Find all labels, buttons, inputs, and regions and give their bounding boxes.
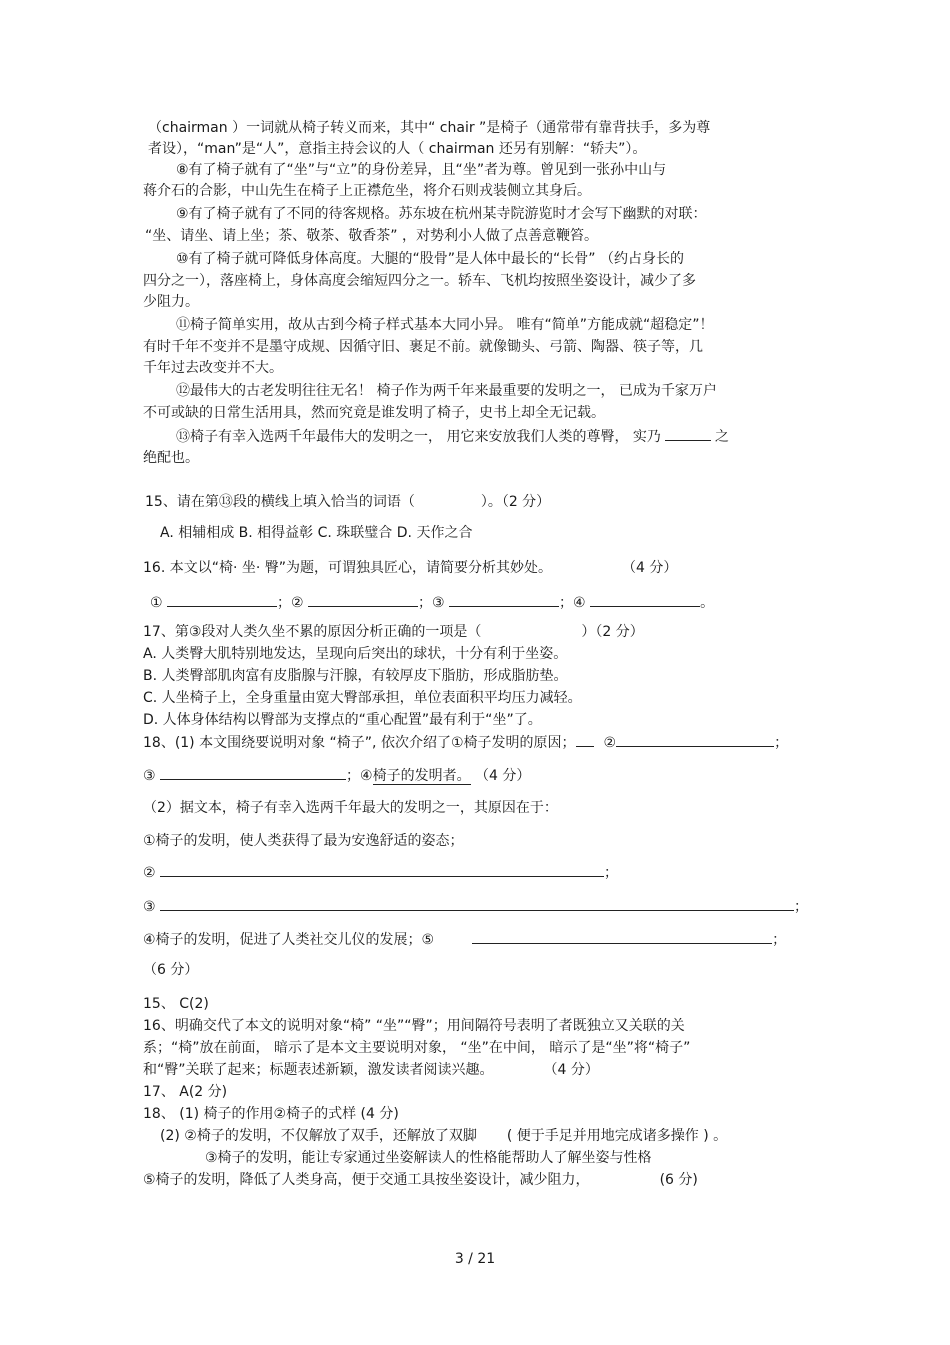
question-16-text: 16. 本文以“椅· 坐· 臀”为题，可谓独具匠心，请简要分析其妙处。: [143, 560, 553, 576]
answer-16-line: [143, 1060, 599, 1080]
blank-2[interactable]: [308, 592, 418, 607]
question-16: [143, 558, 677, 578]
end: ；: [604, 865, 619, 881]
paragraph-9: ⑨有了椅子就有了不同的待客规格。苏东坡在杭州某寺院游览时才会写下幽默的对联：: [176, 206, 707, 222]
question-17-text: 17、第③段对人类久坐不累的原因分析正确的一项是（: [143, 624, 482, 640]
end: ；: [794, 899, 809, 915]
passage-line: 少阻力。: [143, 294, 199, 310]
blank-2[interactable]: [616, 732, 774, 747]
answer-18-score: (6 分): [659, 1172, 698, 1188]
answer-18-2-text: (2) ②椅子的发明，不仅解放了双手，还解放了双脚: [160, 1128, 477, 1144]
paragraph-11: ⑪椅子简单实用，故从古到今椅子样式基本大同小异。 唯有“简单”方能成就“超稳定”！: [176, 317, 714, 333]
passage-line: （chairman ）一词就从椅子转义而来，其中“ chair ”是椅子（通常带有靠背扶手，多为尊: [148, 120, 711, 136]
blank[interactable]: [576, 732, 594, 747]
marker-4: ；④: [559, 595, 586, 611]
blank-end: 。: [700, 595, 715, 611]
blank-4[interactable]: [590, 592, 700, 607]
answer-18-2: [160, 1126, 727, 1146]
question-18-part-2: （2）据文本，椅子有幸入选两千年最大的发明之一，其原因在于：: [143, 800, 558, 816]
marker-3: ③: [143, 768, 156, 784]
score: （4 分）: [475, 768, 531, 784]
passage-line: 不可或缺的日常生活用具，然而究竟是谁发明了椅子，史书上却全无记载。: [143, 405, 605, 421]
passage-line: 者设），“man”是“人”，意指主持会议的人（ chairman 还另有别解：“轿夫”）。: [148, 141, 647, 157]
paragraph-13: [176, 426, 729, 447]
answer-18-1: 18、 (1) 椅子的作用②椅子的式样 (4 分): [143, 1106, 399, 1122]
question-18-part-1: [143, 732, 788, 753]
passage-line: 千年过去改变并不大。: [143, 360, 283, 376]
passage-line: 有时千年不变并不是墨守成规、因循守旧、裹足不前。就像锄头、弓箭、陶器、筷子等，几: [143, 339, 703, 355]
passage-line: 四分之一），落座椅上，身体高度会缩短四分之一。轿车、飞机均按照坐姿设计，减少了多: [143, 273, 696, 289]
question-15-options: A. 相辅相成 B. 相得益彰 C. 珠联璧合 D. 天作之合: [160, 525, 473, 541]
marker-2: ；②: [277, 595, 304, 611]
passage-line: 蒋介石的合影，中山先生在椅子上正襟危坐，将介石则戎装侧立其身后。: [143, 183, 591, 199]
blank-3[interactable]: [449, 592, 559, 607]
blank-3[interactable]: [160, 765, 346, 780]
question-16-blanks: [150, 592, 714, 613]
answer-item-4: 椅子的发明者。: [372, 768, 471, 784]
fill-blank[interactable]: [665, 426, 711, 441]
answer-18-3: ③椅子的发明，能让专家通过坐姿解读人的性格能帮助人了解坐姿与性格: [205, 1150, 652, 1166]
option-d: D. 人体身体结构以臀部为支撑点的“重心配置”最有利于“坐”了。: [143, 712, 542, 728]
answer-16-text: 和“臀”关联了起来；标题表述新颖，激发读者阅读兴趣。: [143, 1062, 494, 1078]
question-18-text: 18、(1) 本文围绕要说明对象 “椅子”, 依次介绍了①椅子发明的原因；: [143, 735, 576, 751]
blank-reason-2[interactable]: [160, 862, 604, 877]
end: ；: [774, 735, 789, 751]
paragraph-8: ⑧有了椅子就有了“坐”与“立”的身份差异，且“坐”者为尊。曾见到一张孙中山与: [176, 162, 667, 178]
answer-16-score: （4 分）: [543, 1062, 599, 1078]
answer-18-5-text: ⑤椅子的发明，降低了人类身高，便于交通工具按坐姿设计，减少阻力，: [143, 1172, 590, 1188]
question-17-score: ）（2 分）: [581, 624, 644, 640]
answer-15: 15、 C(2): [143, 996, 209, 1012]
blank-1[interactable]: [167, 592, 277, 607]
question-16-score: （4 分）: [622, 560, 678, 576]
blank-reason-5[interactable]: [472, 929, 772, 944]
blank-reason-3[interactable]: [160, 896, 794, 911]
paragraph-12: ⑫最伟大的古老发明往往无名！ 椅子作为两千年来最重要的发明之一， 已成为千家万户: [176, 383, 717, 399]
marker-3: ；③: [418, 595, 445, 611]
reason-1: ①椅子的发明，使人类获得了最为安逸舒适的姿态；: [143, 833, 464, 849]
end: ；: [772, 932, 787, 948]
option-a: A. 人类臀大肌特别地发达，呈现向后突出的球状，十分有利于坐姿。: [143, 646, 568, 662]
passage-line: “坐、请坐、请上坐；茶、敬茶、敬香茶” ，对势利小人做了点善意鞭笞。: [145, 228, 598, 244]
paragraph-13-end: 之: [714, 429, 729, 445]
question-18-score: （6 分）: [143, 962, 199, 978]
marker-1: ①: [150, 595, 163, 611]
question-17: [143, 622, 644, 642]
reason-3: [143, 896, 808, 917]
passage-line: 绝配也。: [143, 450, 199, 466]
marker-2: ②: [603, 735, 617, 751]
option-c: C. 人坐椅子上，全身重量由宽大臀部承担，单位表面积平均压力减轻。: [143, 690, 582, 706]
paragraph-13-text: ⑬椅子有幸入选两千年最伟大的发明之一， 用它来安放我们人类的尊臀， 实乃: [176, 429, 661, 445]
reason-4-text: ④椅子的发明，促进了人类社交儿仪的发展；⑤: [143, 932, 435, 948]
reason-4: [143, 929, 786, 950]
marker-3: ③: [143, 899, 156, 915]
question-18-part-1b: [143, 765, 530, 786]
question-15-score: ）。（2 分）: [480, 494, 551, 510]
option-b: B. 人类臀部肌肉富有皮脂腺与汗腺，有较厚皮下脂肪，形成脂肪垫。: [143, 668, 568, 684]
question-15: [145, 492, 550, 512]
page-number: 3 / 21: [454, 1251, 496, 1267]
reason-2: [143, 862, 618, 883]
marker-2: ②: [143, 865, 156, 881]
answer-16-line: 系；“椅”放在前面， 暗示了是本文主要说明对象， “坐”在中间， 暗示了是“坐”将“椅子”: [143, 1040, 691, 1056]
question-15-text: 15、请在第⑬段的横线上填入恰当的词语（: [145, 494, 415, 510]
marker-4: ；④: [346, 768, 373, 784]
answer-18-5: [143, 1170, 698, 1190]
answer-18-2-note: ( 便于手足并用地完成诸多操作 ) 。: [506, 1128, 728, 1144]
answer-16: 16、明确交代了本文的说明对象“椅” “坐”“臀”；用间隔符号表明了者既独立又关联的关: [143, 1018, 685, 1034]
answer-17: 17、 A(2 分): [143, 1084, 228, 1100]
paragraph-10: ⑩有了椅子就可降低身体高度。大腿的“股骨”是人体中最长的“长骨” （约占身长的: [176, 251, 685, 267]
